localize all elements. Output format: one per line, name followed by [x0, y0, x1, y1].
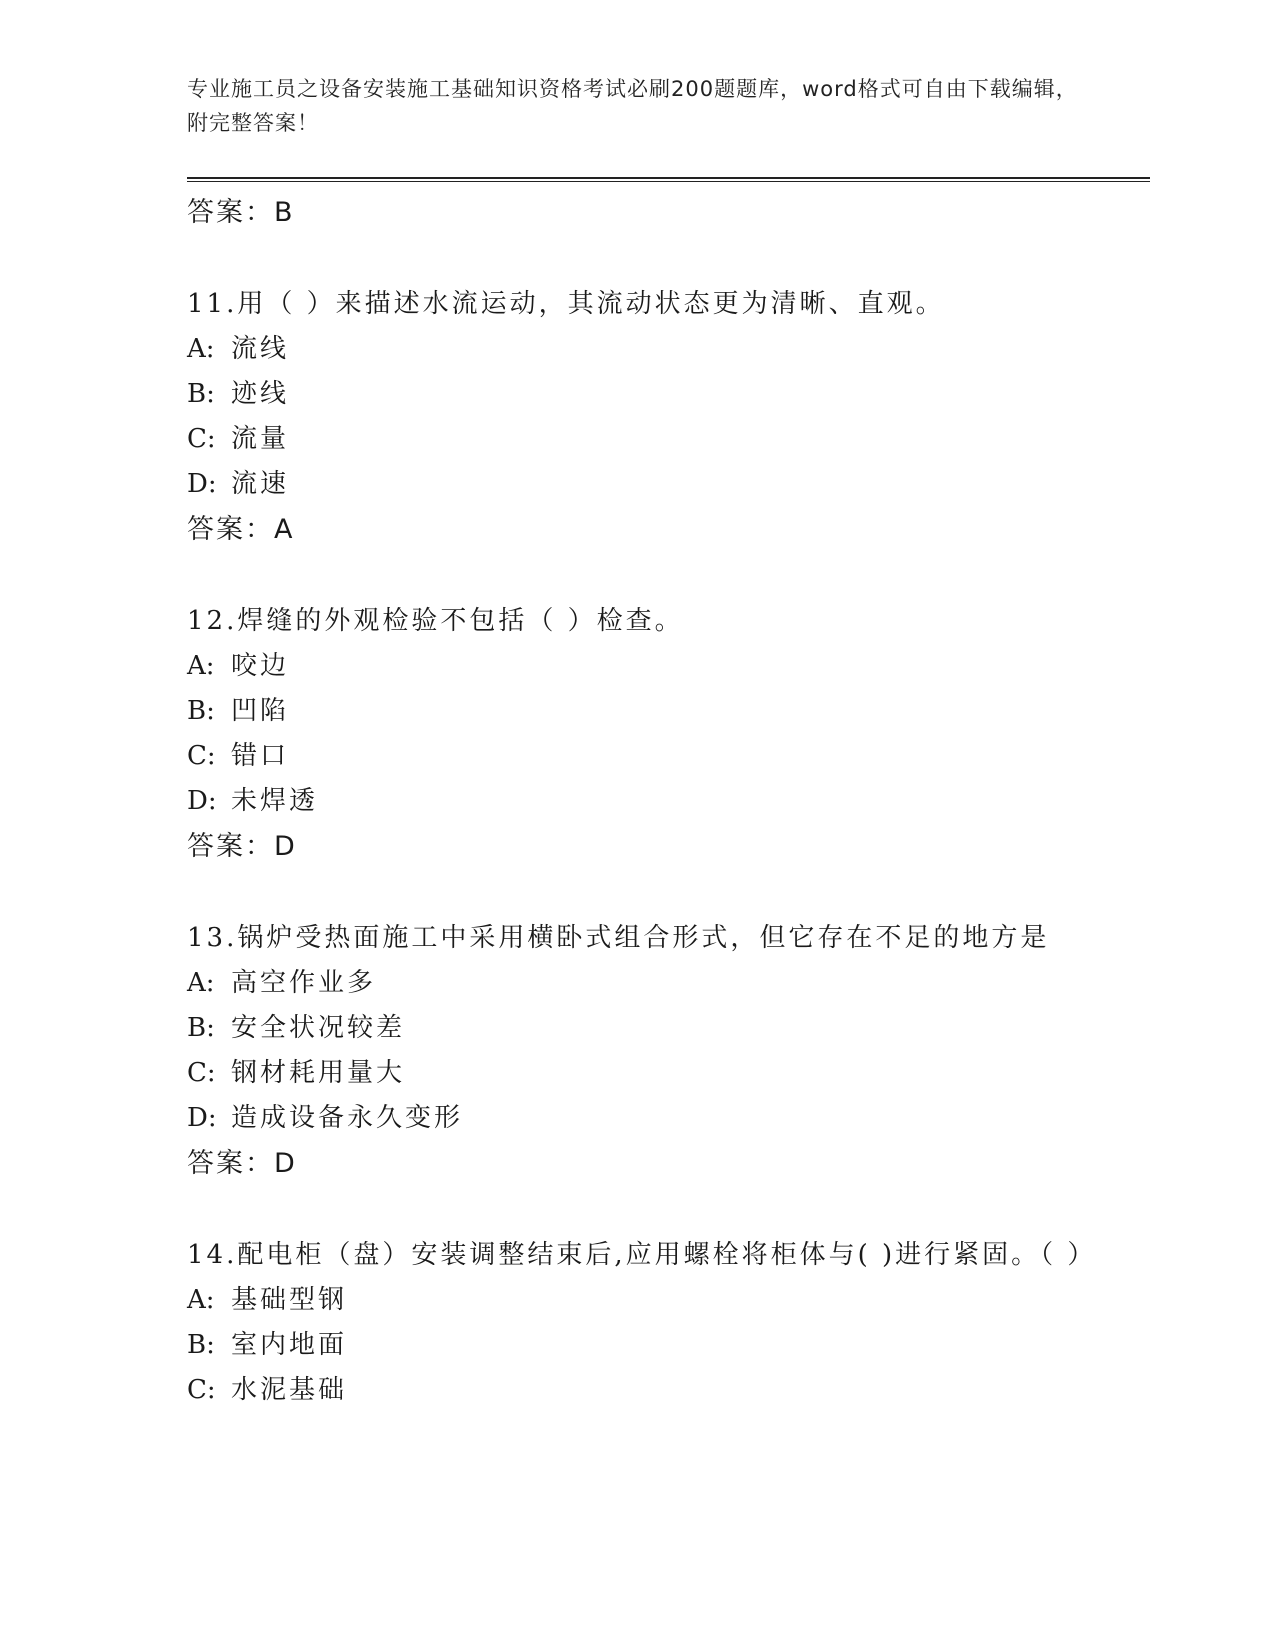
option-a — [187, 644, 1117, 689]
option-letter: B: — [187, 379, 215, 409]
answer-line: 答案：B — [187, 197, 295, 228]
question-stem: 14.配电柜（盘）安装调整结束后,应用螺栓将柜体与( )进行紧固。（ ） — [187, 1240, 1097, 1270]
option-b — [187, 689, 1117, 734]
question-stem: 12.焊缝的外观检验不包括（ ）检查。 — [187, 606, 684, 636]
document-header: 专业施工员之设备安装施工基础知识资格考试必刷200题题库，word格式可自由下载编辑，附完整答案！ — [187, 77, 1078, 135]
option-c — [187, 1368, 1117, 1413]
option-letter: C: — [187, 1058, 216, 1088]
option-text: 高空作业多 — [231, 968, 377, 998]
spacer — [187, 235, 1117, 281]
option-letter: B: — [187, 1013, 215, 1043]
question-13 — [187, 915, 1117, 1186]
answer-line: 答案：D — [187, 831, 297, 862]
option-letter: A: — [187, 651, 215, 681]
option-c — [187, 1051, 1117, 1096]
option-text: 错口 — [231, 741, 290, 771]
option-letter: B: — [187, 696, 215, 726]
option-text: 室内地面 — [231, 1330, 348, 1360]
option-letter: D: — [187, 469, 217, 499]
option-a — [187, 1278, 1117, 1323]
answer-line: 答案：D — [187, 1148, 297, 1179]
question-12 — [187, 598, 1117, 869]
option-letter: C: — [187, 741, 216, 771]
option-letter: C: — [187, 1375, 216, 1405]
option-letter: A: — [187, 334, 215, 364]
option-text: 安全状况较差 — [231, 1013, 406, 1043]
header-rule-thin — [187, 181, 1150, 182]
option-d — [187, 1096, 1117, 1141]
option-text: 流速 — [231, 469, 290, 499]
option-b — [187, 1006, 1117, 1051]
option-text: 造成设备永久变形 — [231, 1103, 464, 1133]
option-text: 未焊透 — [231, 786, 319, 816]
option-text: 水泥基础 — [231, 1375, 348, 1405]
option-c — [187, 417, 1117, 462]
document-body — [187, 190, 1117, 1413]
option-text: 咬边 — [231, 651, 290, 681]
option-letter: D: — [187, 1103, 217, 1133]
option-letter: C: — [187, 424, 216, 454]
option-c — [187, 734, 1117, 779]
option-text: 钢材耗用量大 — [231, 1058, 406, 1088]
question-stem: 11.用（ ）来描述水流运动，其流动状态更为清晰、直观。 — [187, 289, 945, 319]
option-text: 凹陷 — [231, 696, 290, 726]
option-d — [187, 779, 1117, 824]
question-14 — [187, 1232, 1117, 1413]
option-letter: A: — [187, 1285, 215, 1315]
option-b — [187, 372, 1117, 417]
option-text: 迹线 — [231, 379, 290, 409]
option-text: 流线 — [231, 334, 290, 364]
header-rule-thick — [187, 177, 1150, 179]
option-a — [187, 961, 1117, 1006]
question-11 — [187, 281, 1117, 552]
option-a — [187, 327, 1117, 372]
answer-line: 答案：A — [187, 514, 295, 545]
option-b — [187, 1323, 1117, 1368]
question-stem: 13.锅炉受热面施工中采用横卧式组合形式，但它存在不足的地方是 — [187, 923, 1050, 953]
spacer — [187, 552, 1117, 598]
option-text: 流量 — [231, 424, 290, 454]
option-letter: A: — [187, 968, 215, 998]
spacer — [187, 869, 1117, 915]
option-d — [187, 462, 1117, 507]
option-letter: D: — [187, 786, 217, 816]
spacer — [187, 1186, 1117, 1232]
option-letter: B: — [187, 1330, 215, 1360]
option-text: 基础型钢 — [231, 1285, 348, 1315]
